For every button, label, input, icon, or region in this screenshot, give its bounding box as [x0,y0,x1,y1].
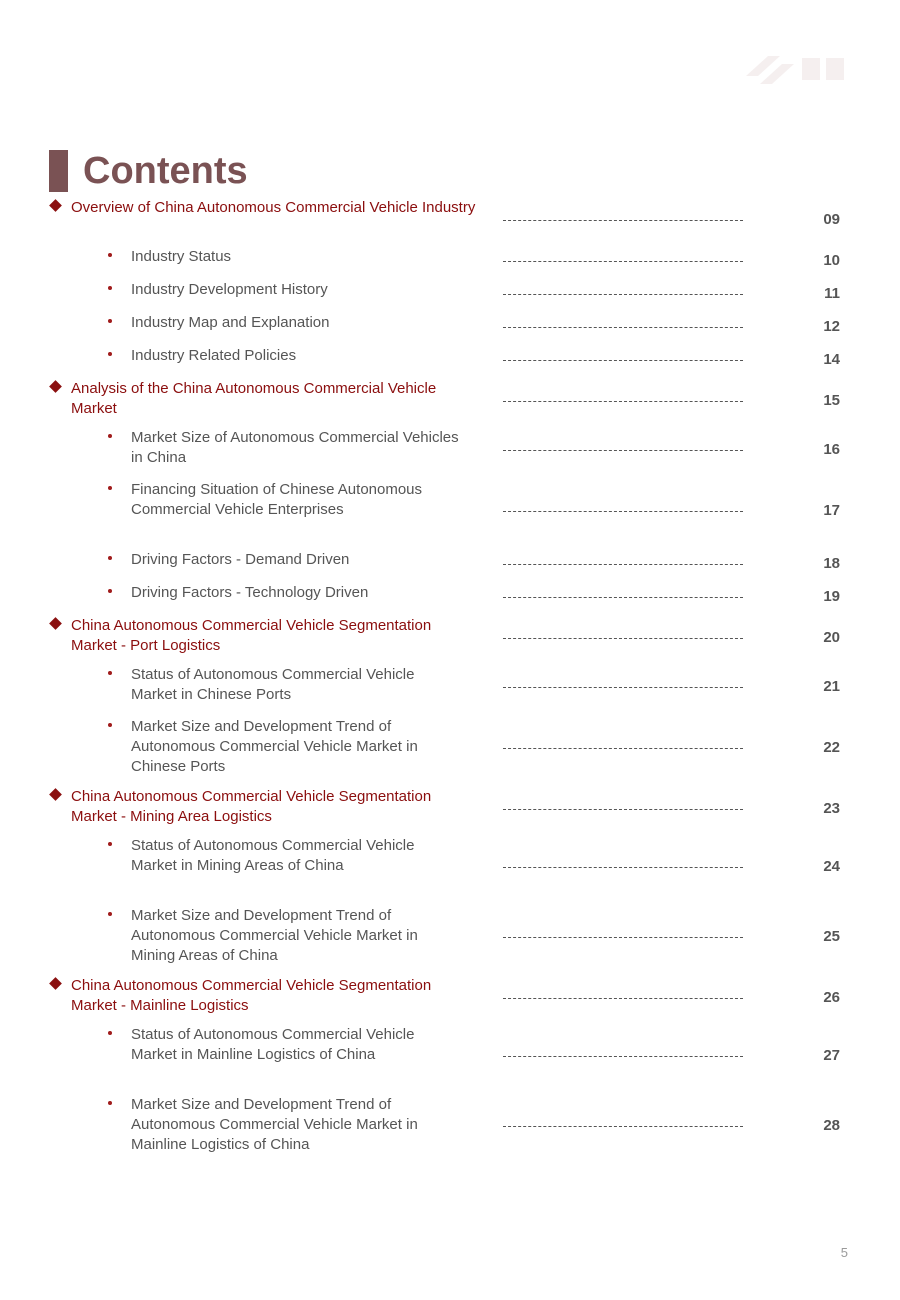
toc-subsection-row[interactable] [0,346,900,374]
toc-section-label: China Autonomous Commercial Vehicle Segmentation Market - Mainline Logistics [71,977,432,1014]
dot-bullet-icon [108,671,112,675]
toc-page-number: 27 [823,1047,840,1064]
toc-page-number: 17 [823,502,840,519]
toc-subsection-label: Industry Map and Explanation [131,314,330,331]
dotted-leader [503,294,743,295]
toc-section-row[interactable] [0,616,900,660]
toc-subsection-row[interactable] [0,480,900,542]
toc-page-number: 19 [823,588,840,605]
toc-page-number: 24 [823,858,840,875]
toc-page-number: 26 [823,989,840,1006]
toc-page-number: 20 [823,629,840,646]
dotted-leader [503,809,743,810]
toc-subsection-label: Industry Related Policies [131,347,297,364]
toc-subsection-label: Driving Factors - Demand Driven [131,551,350,568]
logo-watermark [738,46,858,94]
dotted-leader [503,1126,743,1127]
dot-bullet-icon [108,1101,112,1105]
toc-subsection-row[interactable] [0,836,900,898]
toc-subsection-label: Market Size and Development Trend of Autonomous Commercial Vehicle Market in Chinese Ports [131,718,418,775]
dot-bullet-icon [108,589,112,593]
toc-subsection-label: Status of Autonomous Commercial Vehicle Market in Chinese Ports [131,666,415,703]
toc-subsection-row[interactable] [0,313,900,341]
toc-subsection-row[interactable] [0,1025,900,1087]
dotted-leader [503,220,743,221]
toc-section-label: China Autonomous Commercial Vehicle Segmentation Market - Mining Area Logistics [71,788,432,825]
toc-subsection-row[interactable] [0,583,900,611]
dot-bullet-icon [108,486,112,490]
toc-section-row[interactable] [0,379,900,423]
toc-page-number: 15 [823,392,840,409]
toc-subsection-label: Status of Autonomous Commercial Vehicle Market in Mining Areas of China [131,837,415,874]
dotted-leader [503,597,743,598]
title-accent-bar [49,150,68,192]
toc-subsection-row[interactable] [0,665,900,709]
page-number: 5 [840,1245,848,1260]
dot-bullet-icon [108,556,112,560]
dotted-leader [503,638,743,639]
dotted-leader [503,360,743,361]
toc-section-label: Overview of China Autonomous Commercial Vehicle Industry [71,199,476,216]
dotted-leader [503,687,743,688]
dot-bullet-icon [108,723,112,727]
toc-subsection-row[interactable] [0,1095,900,1157]
toc-page-number: 22 [823,739,840,756]
toc-subsection-label: Market Size and Development Trend of Autonomous Commercial Vehicle Market in Mainline Logistics of China [131,1096,418,1153]
diamond-bullet-icon [49,199,62,212]
diamond-bullet-icon [49,977,62,990]
toc-page-number: 16 [823,441,840,458]
diamond-bullet-icon [49,788,62,801]
toc-page-number: 12 [823,318,840,335]
dot-bullet-icon [108,286,112,290]
dot-bullet-icon [108,319,112,323]
dotted-leader [503,1056,743,1057]
toc-subsection-row[interactable] [0,717,900,779]
toc-subsection-label: Status of Autonomous Commercial Vehicle Market in Mainline Logistics of China [131,1026,415,1063]
page-title: Contents [83,150,248,192]
toc-page-number: 28 [823,1117,840,1134]
diamond-bullet-icon [49,380,62,393]
toc-page-number: 21 [823,678,840,695]
toc-subsection-label: Industry Status [131,248,232,265]
toc-subsection-label: Market Size and Development Trend of Autonomous Commercial Vehicle Market in Mining Areas of China [131,907,418,964]
table-of-contents [0,198,900,1165]
toc-section-label: China Autonomous Commercial Vehicle Segmentation Market - Port Logistics [71,617,432,654]
toc-page-number: 09 [823,211,840,228]
toc-subsection-label: Financing Situation of Chinese Autonomous Commercial Vehicle Enterprises [131,481,423,518]
dotted-leader [503,564,743,565]
toc-page-number: 11 [824,285,840,302]
toc-subsection-row[interactable] [0,428,900,472]
dotted-leader [503,327,743,328]
toc-subsection-row[interactable] [0,247,900,275]
toc-page-number: 10 [823,252,840,269]
dotted-leader [503,748,743,749]
toc-subsection-label: Market Size of Autonomous Commercial Vehicles in China [131,429,459,466]
toc-subsection-label: Driving Factors - Technology Driven [131,584,369,601]
dot-bullet-icon [108,842,112,846]
toc-page-number: 23 [823,800,840,817]
dotted-leader [503,511,743,512]
dotted-leader [503,261,743,262]
dot-bullet-icon [108,1031,112,1035]
dotted-leader [503,867,743,868]
toc-page-number: 14 [823,351,840,368]
toc-subsection-row[interactable] [0,550,900,578]
dotted-leader [503,401,743,402]
dot-bullet-icon [108,434,112,438]
dotted-leader [503,450,743,451]
dotted-leader [503,998,743,999]
dot-bullet-icon [108,912,112,916]
toc-section-row[interactable] [0,976,900,1020]
dotted-leader [503,937,743,938]
toc-subsection-row[interactable] [0,906,900,968]
toc-subsection-row[interactable] [0,280,900,308]
toc-section-label: Analysis of the China Autonomous Commercial Vehicle Market [71,380,437,417]
diamond-bullet-icon [49,617,62,630]
toc-section-row[interactable] [0,787,900,831]
toc-page-number: 25 [823,928,840,945]
toc-page-number: 18 [823,555,840,572]
dot-bullet-icon [108,352,112,356]
toc-subsection-label: Industry Development History [131,281,328,298]
dot-bullet-icon [108,253,112,257]
toc-section-row[interactable] [0,198,900,242]
